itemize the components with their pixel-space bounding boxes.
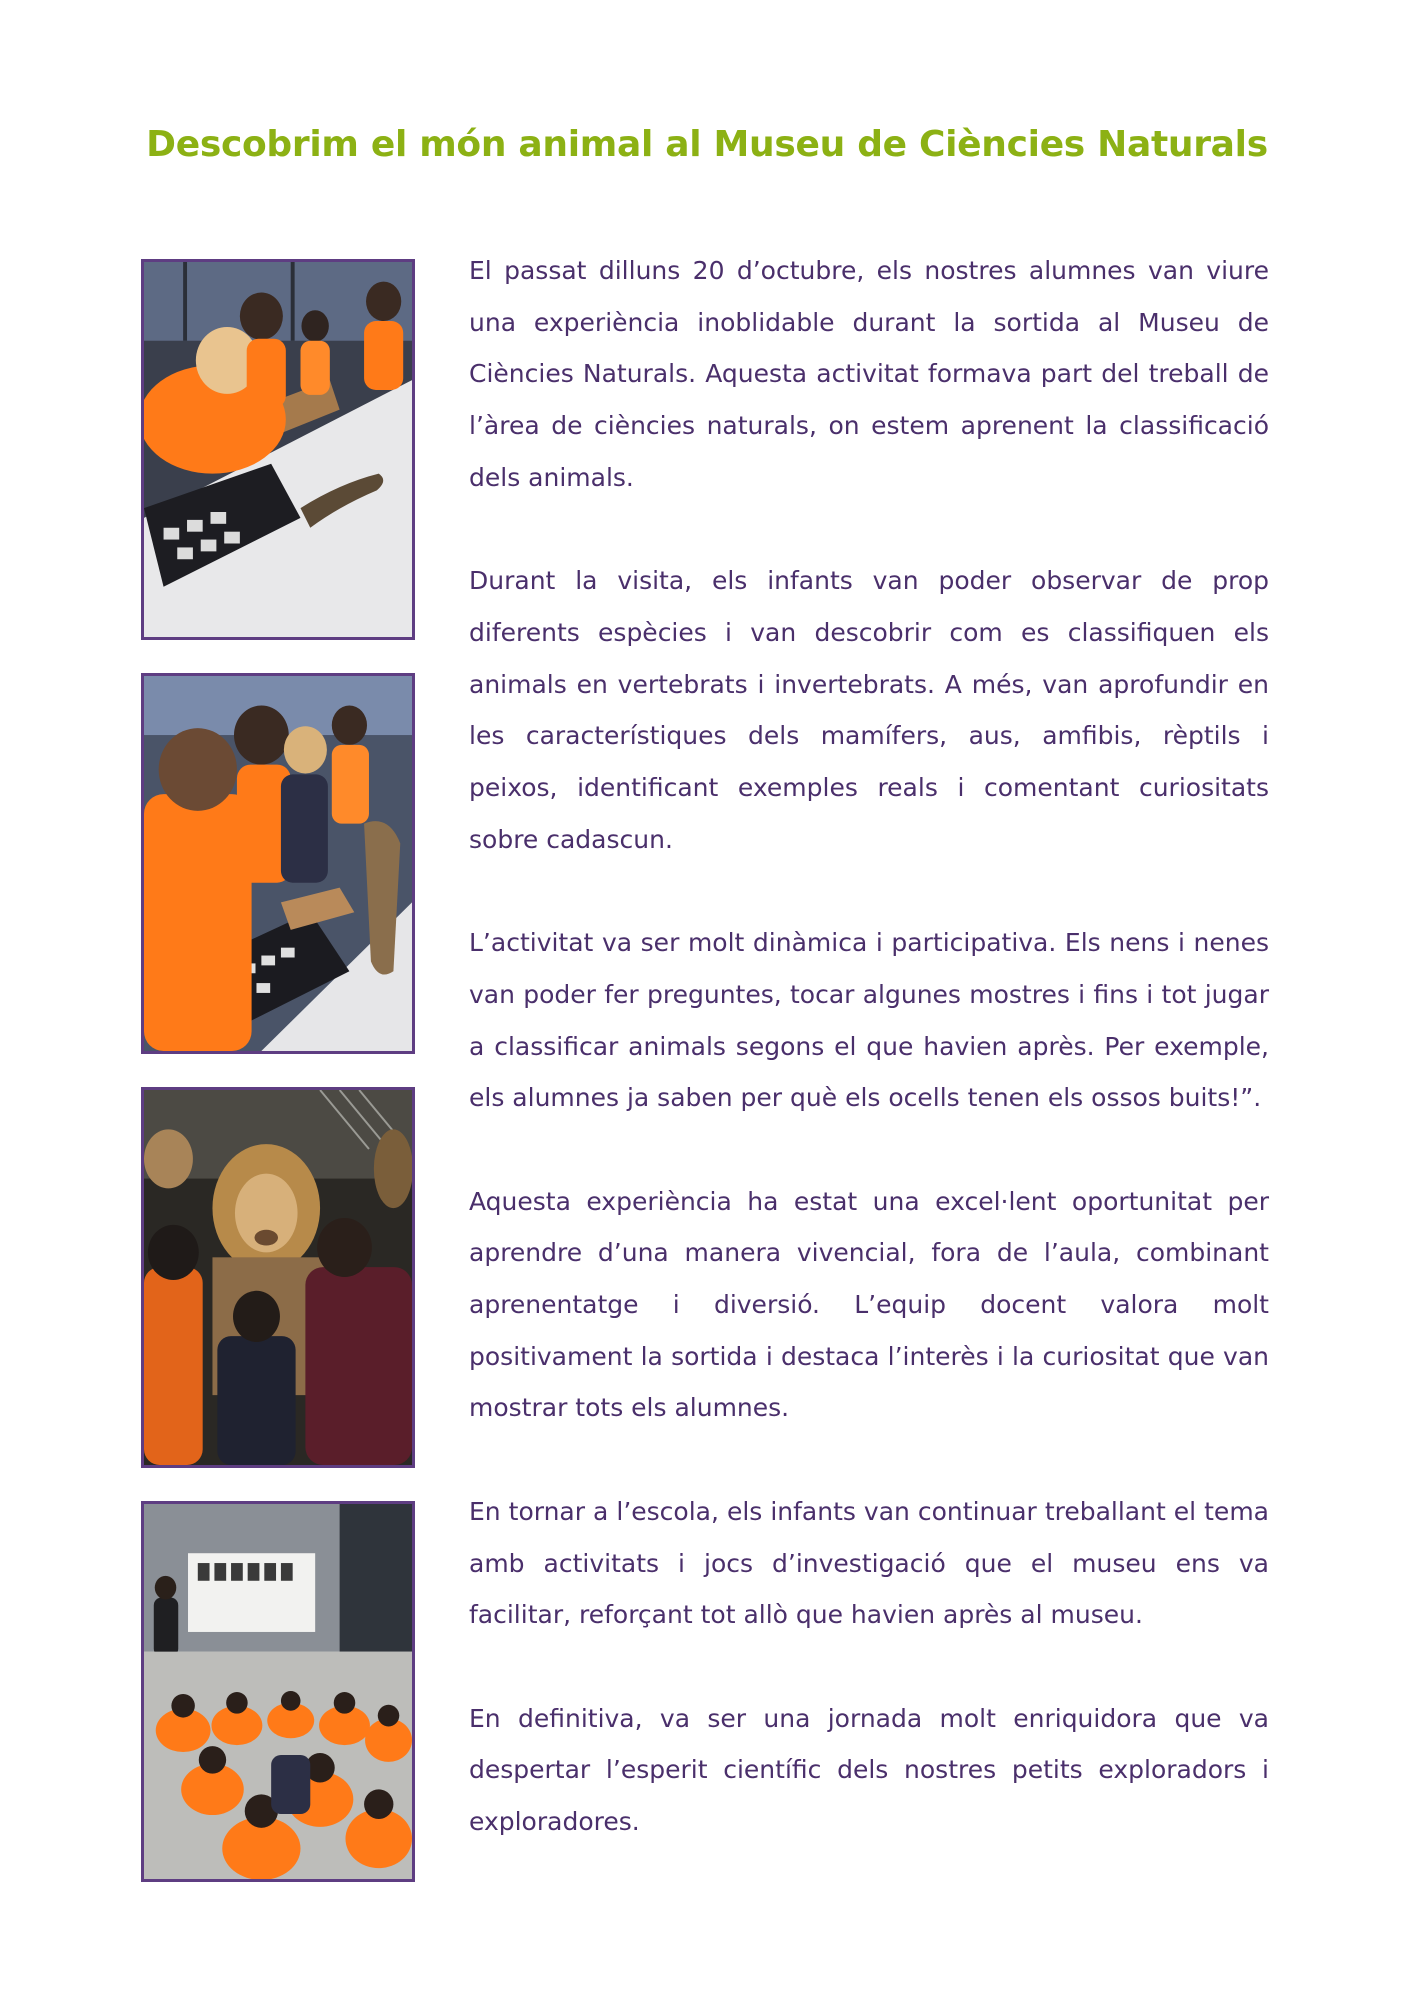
photo-students-mammal-boards [141, 673, 415, 1054]
paragraph-conclusion: En definitiva, va ser una jornada molt enriquidora que va despertar l’esperit científic dels nostres petits exploradors i exploradores. [469, 1703, 1269, 1837]
article-body [469, 245, 1269, 1899]
paragraph-school-followup: En tornar a l’escola, els infants van continuar treballant el tema amb activitats i jocs d’investigació que el museu ens va facilitar, reforçant tot allò que havien après al museu. [469, 1496, 1269, 1630]
page-title: Descobrim el món animal al Museu de Ciències Naturals [146, 124, 1268, 165]
paragraph-experience: Aquesta experiència ha estat una excel·lent oportunitat per aprendre d’una manera vivencial, fora de l’aula, combinant aprenentatge i diversió. L’equip docent valora molt positivament la sortida i destaca l’interès i la curiositat que van mostrar tots els alumnes. [469, 1186, 1269, 1423]
paragraph-activity: L’activitat va ser molt dinàmica i participativa. Els nens i nenes van poder fer preguntes, tocar algunes mostres i fins i tot jugar a classificar animals segons el que havien après. Per exemple, els alumnes ja saben per què els ocells tenen els ossos buits!”. [469, 928, 1269, 1113]
paragraph-intro: El passat dilluns 20 d’octubre, els nostres alumnes van viure una experiència inoblidable durant la sortida al Museu de Ciències Naturals. Aquesta activitat formava part del treball de l’àrea de ciències naturals, on estem aprenent la classificació dels animals. [469, 256, 1269, 492]
photo-students-lizard-table [141, 259, 415, 640]
photo-students-seated-workshop [141, 1501, 415, 1882]
paragraph-visit: Durant la visita, els infants van poder observar de prop diferents espècies i van descobrir com es classifiquen els animals en vertebrats i invertebrats. A més, van aprofundir en les característiques dels mamífers, aus, amfibis, rèptils i peixos, identificant exemples reals i comentant curiositats sobre cadascun. [469, 566, 1269, 854]
photo-students-lion-exhibit [141, 1087, 415, 1468]
